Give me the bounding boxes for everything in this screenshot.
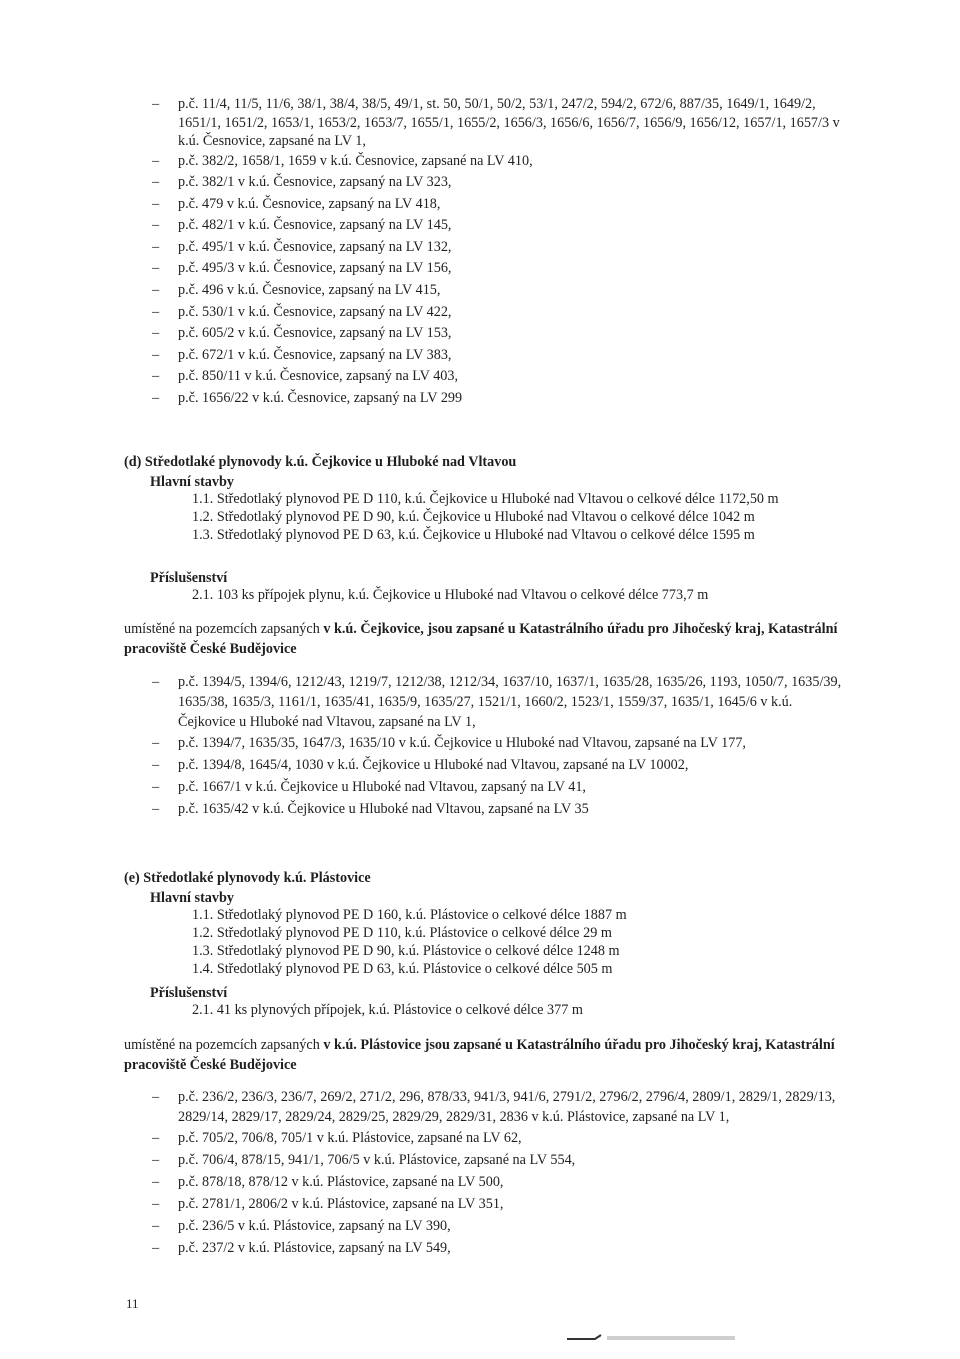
list-item: 2.1. 103 ks přípojek plynu, k.ú. Čejkovice u Hluboké nad Vltavou o celkové délce 773,7 m xyxy=(192,587,709,603)
cesnovice-parcel-list xyxy=(152,95,842,410)
section-e-accessory-label: Příslušenství xyxy=(150,985,228,1001)
list-item: – p.č. 1635/42 v k.ú. Čejkovice u Hluboké nad Vltavou, zapsané na LV 35 xyxy=(152,798,842,820)
list-item: – p.č. 1394/7, 1635/35, 1647/3, 1635/10 v k.ú. Čejkovice u Hluboké nad Vltavou, zapsané na LV 177, xyxy=(152,732,842,754)
section-e-location xyxy=(124,1036,844,1075)
section-e-heading: (e) Středotlaké plynovody k.ú. Plástovice xyxy=(124,870,371,886)
list-item: 1.1. Středotlaký plynovod PE D 160, k.ú. Plástovice o celkové délce 1887 m xyxy=(192,907,627,923)
list-item: – p.č. 672/1 v k.ú. Česnovice, zapsaný na LV 383, xyxy=(152,345,842,367)
list-item: – p.č. 2781/1, 2806/2 v k.ú. Plástovice, zapsané na LV 351, xyxy=(152,1193,842,1215)
list-item: – p.č. 1394/8, 1645/4, 1030 v k.ú. Čejkovice u Hluboké nad Vltavou, zapsané na LV 10002, xyxy=(152,754,842,776)
list-item: – p.č. 850/11 v k.ú. Česnovice, zapsaný na LV 403, xyxy=(152,366,842,388)
list-item: – p.č. 495/1 v k.ú. Česnovice, zapsaný na LV 132, xyxy=(152,237,842,259)
list-item: – p.č. 495/3 v k.ú. Česnovice, zapsaný na LV 156, xyxy=(152,258,842,280)
list-item: 1.3. Středotlaký plynovod PE D 90, k.ú. Plástovice o celkové délce 1248 m xyxy=(192,943,620,959)
list-item: 2.1. 41 ks plynových přípojek, k.ú. Plástovice o celkové délce 377 m xyxy=(192,1002,583,1018)
list-item: – p.č. 1667/1 v k.ú. Čejkovice u Hluboké nad Vltavou, zapsaný na LV 41, xyxy=(152,776,842,798)
list-item: – p.č. 705/2, 706/8, 705/1 v k.ú. Plástovice, zapsané na LV 62, xyxy=(152,1127,842,1149)
list-item: – p.č. 878/18, 878/12 v k.ú. Plástovice, zapsané na LV 500, xyxy=(152,1171,842,1193)
list-item: 1.4. Středotlaký plynovod PE D 63, k.ú. Plástovice o celkové délce 505 m xyxy=(192,961,613,977)
location-text-bold: v k.ú. Čejkovice, jsou zapsané u Katastrálního úřadu pro Jihočeský kraj, Katastrální pracoviště České Budějovice xyxy=(124,621,838,657)
section-d-main-items xyxy=(192,490,832,544)
list-item: 1.2. Středotlaký plynovod PE D 90, k.ú. Čejkovice u Hluboké nad Vltavou o celkové délce 1042 m xyxy=(192,509,755,525)
list-item: – p.č. 236/5 v k.ú. Plástovice, zapsaný na LV 390, xyxy=(152,1215,842,1237)
section-d-accessory-items xyxy=(192,586,832,604)
section-d-location xyxy=(124,620,844,659)
list-item: – p.č. 706/4, 878/15, 941/1, 706/5 v k.ú. Plástovice, zapsané na LV 554, xyxy=(152,1149,842,1171)
location-text-bold: v k.ú. Plástovice jsou zapsané u Katastrálního úřadu pro Jihočeský kraj, Katastrální pracoviště České Budějovice xyxy=(124,1037,835,1073)
list-item: – p.č. 1656/22 v k.ú. Česnovice, zapsaný na LV 299 xyxy=(152,388,842,410)
section-e-accessory-items xyxy=(192,1001,832,1019)
list-item: – p.č. 496 v k.ú. Česnovice, zapsaný na LV 415, xyxy=(152,280,842,302)
list-item: – p.č. 11/4, 11/5, 11/6, 38/1, 38/4, 38/5, 49/1, st. 50, 50/1, 50/2, 53/1, 247/2, 594/2, 672/6, 887/35, 1649/1, 1649/2, 1651/1, 1651/2, 1653/1, 1653/2, 1653/7, 1655/1, 1655/2, 1656/3, 1656/6, 1656/7, 1656/9, 1656/12, 1657/1, 1657/3 v k.ú. Česnovice, zapsané na LV 1, xyxy=(152,95,842,151)
section-d-heading: (d) Středotlaké plynovody k.ú. Čejkovice u Hluboké nad Vltavou xyxy=(124,454,517,470)
plastovice-parcel-list xyxy=(152,1087,842,1259)
list-item: 1.1. Středotlaký plynovod PE D 110, k.ú. Čejkovice u Hluboké nad Vltavou o celkové délce 1172,50 m xyxy=(192,491,779,507)
location-text: umístěné na pozemcích zapsaných xyxy=(124,1037,324,1053)
section-e-main-items xyxy=(192,906,832,978)
section-e-main-label: Hlavní stavby xyxy=(150,890,234,906)
location-text: umístěné na pozemcích zapsaných xyxy=(124,621,324,637)
page-number: 11 xyxy=(126,1296,139,1311)
section-d-main-label: Hlavní stavby xyxy=(150,474,234,490)
list-item: – p.č. 530/1 v k.ú. Česnovice, zapsaný na LV 422, xyxy=(152,302,842,324)
list-item: – p.č. 382/2, 1658/1, 1659 v k.ú. Česnovice, zapsané na LV 410, xyxy=(152,151,842,173)
list-item: – p.č. 382/1 v k.ú. Česnovice, zapsaný na LV 323, xyxy=(152,172,842,194)
list-item: – p.č. 479 v k.ú. Česnovice, zapsaný na LV 418, xyxy=(152,194,842,216)
list-item: – p.č. 236/2, 236/3, 236/7, 269/2, 271/2, 296, 878/33, 941/3, 941/6, 2791/2, 2796/2, 2796/4, 2809/1, 2829/1, 2829/13, 2829/14, 2829/17, 2829/24, 2829/25, 2829/29, 2829/31, 2836 v k.ú. Plástovice, zapsané na LV 1, xyxy=(152,1087,842,1127)
section-d-accessory-label: Příslušenství xyxy=(150,570,228,586)
list-item: 1.2. Středotlaký plynovod PE D 110, k.ú. Plástovice o celkové délce 29 m xyxy=(192,925,612,941)
list-item: – p.č. 482/1 v k.ú. Česnovice, zapsaný na LV 145, xyxy=(152,215,842,237)
footer-stamp-logo xyxy=(565,1330,740,1344)
list-item: 1.3. Středotlaký plynovod PE D 63, k.ú. Čejkovice u Hluboké nad Vltavou o celkové délce 1595 m xyxy=(192,527,755,543)
list-item: – p.č. 605/2 v k.ú. Česnovice, zapsaný na LV 153, xyxy=(152,323,842,345)
cejkovice-parcel-list xyxy=(152,672,842,820)
list-item: – p.č. 237/2 v k.ú. Plástovice, zapsaný na LV 549, xyxy=(152,1237,842,1259)
list-item: – p.č. 1394/5, 1394/6, 1212/43, 1219/7, 1212/38, 1212/34, 1637/10, 1637/1, 1635/28, 1635/26, 1193, 1050/7, 1635/39, 1635/38, 1635/3, 1161/1, 1635/41, 1635/9, 1635/27, 1521/1, 1660/2, 1523/1, 1559/37, 1635/1, 1645/6 v k.ú. Čejkovice u Hluboké nad Vltavou, zapsané na LV 1, xyxy=(152,672,842,732)
